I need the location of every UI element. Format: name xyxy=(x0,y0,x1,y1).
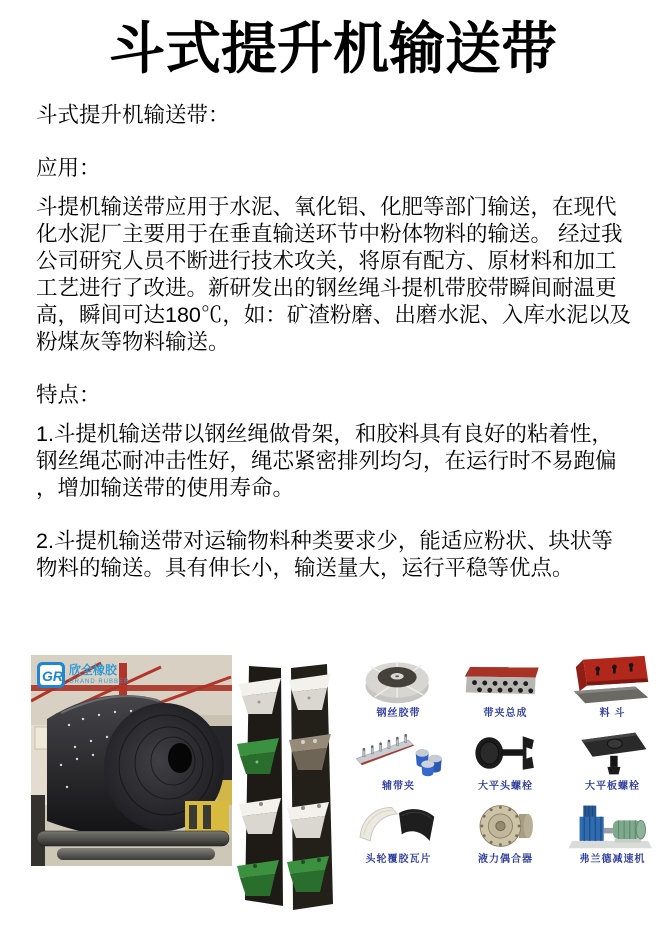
factory-belt-roll-photo xyxy=(31,655,232,866)
product-label: 带夹总成 xyxy=(483,708,528,719)
steel-cord-belt-photo xyxy=(349,654,449,706)
product-card xyxy=(452,800,559,873)
product-label: 液力偶合器 xyxy=(478,854,533,865)
intro-line: 斗式提升机输送带： xyxy=(36,103,230,127)
application-paragraph: 斗提机输送带应用于水泥、氧化铝、化肥等部门输送，在现代化水泥厂主要用于在垂直输送环节中粉体物料的输送。 经过我公司研究人员不断进行技术攻关，将原有配方、原材料和加工工艺进行了改进。新研发出的钢丝绳斗提机带胶带瞬间耐温更高，瞬间可达180℃，如：矿渣粉磨、出磨水泥、入库水泥以及粉煤灰等物料输送。 xyxy=(36,195,631,354)
belt-clamp-assembly-photo xyxy=(456,654,556,706)
product-grid xyxy=(345,654,666,873)
flat-plate-bolt-photo xyxy=(563,727,663,779)
hopper-bucket-photo xyxy=(563,654,663,706)
logo-cn-text: 欣全橡胶 xyxy=(69,663,118,677)
flat-head-bolt-photo xyxy=(456,727,556,779)
image-gallery xyxy=(0,652,666,914)
fluid-coupling-photo xyxy=(456,800,556,852)
product-card xyxy=(452,727,559,800)
logo-en-text: GRAND RUBBER xyxy=(69,679,130,685)
auxiliary-belt-clamp-photo xyxy=(349,727,449,779)
grand-rubber-logo xyxy=(37,662,129,688)
product-label: 大平板螺栓 xyxy=(585,781,640,792)
product-label: 大平头螺栓 xyxy=(478,781,533,792)
heading-application: 应用： xyxy=(36,156,101,180)
product-card xyxy=(559,654,666,727)
logo-monogram: GR xyxy=(42,668,63,684)
product-card xyxy=(345,654,452,727)
heading-features: 特点： xyxy=(36,383,101,407)
product-card xyxy=(452,654,559,727)
bucket-display-photo xyxy=(237,660,338,912)
product-label: 钢丝胶带 xyxy=(376,708,421,719)
flender-gear-reducer-photo xyxy=(563,800,663,852)
product-card xyxy=(559,727,666,800)
document-body xyxy=(36,102,633,608)
feature-paragraph-1: 1.斗提机输送带以钢丝绳做骨架，和胶料具有良好的粘着性，钢丝绳芯耐冲击性好，绳芯紧密排列均匀，在运行时不易跑偏，增加输送带的使用寿命。 xyxy=(36,422,617,500)
product-label: 头轮覆胶瓦片 xyxy=(365,854,432,865)
product-card xyxy=(559,800,666,873)
product-card xyxy=(345,727,452,800)
product-label: 辅带夹 xyxy=(382,781,415,792)
product-label: 弗兰德减速机 xyxy=(579,854,646,865)
product-card xyxy=(345,800,452,873)
head-wheel-rubber-tile-photo xyxy=(349,800,449,852)
feature-paragraph-2: 2.斗提机输送带对运输物料种类要求少，能适应粉状、块状等物料的输送。具有伸长小，输送量大，运行平稳等优点。 xyxy=(36,529,613,580)
product-label: 料 斗 xyxy=(599,708,626,719)
page-title: 斗式提升机输送带 xyxy=(109,17,557,80)
